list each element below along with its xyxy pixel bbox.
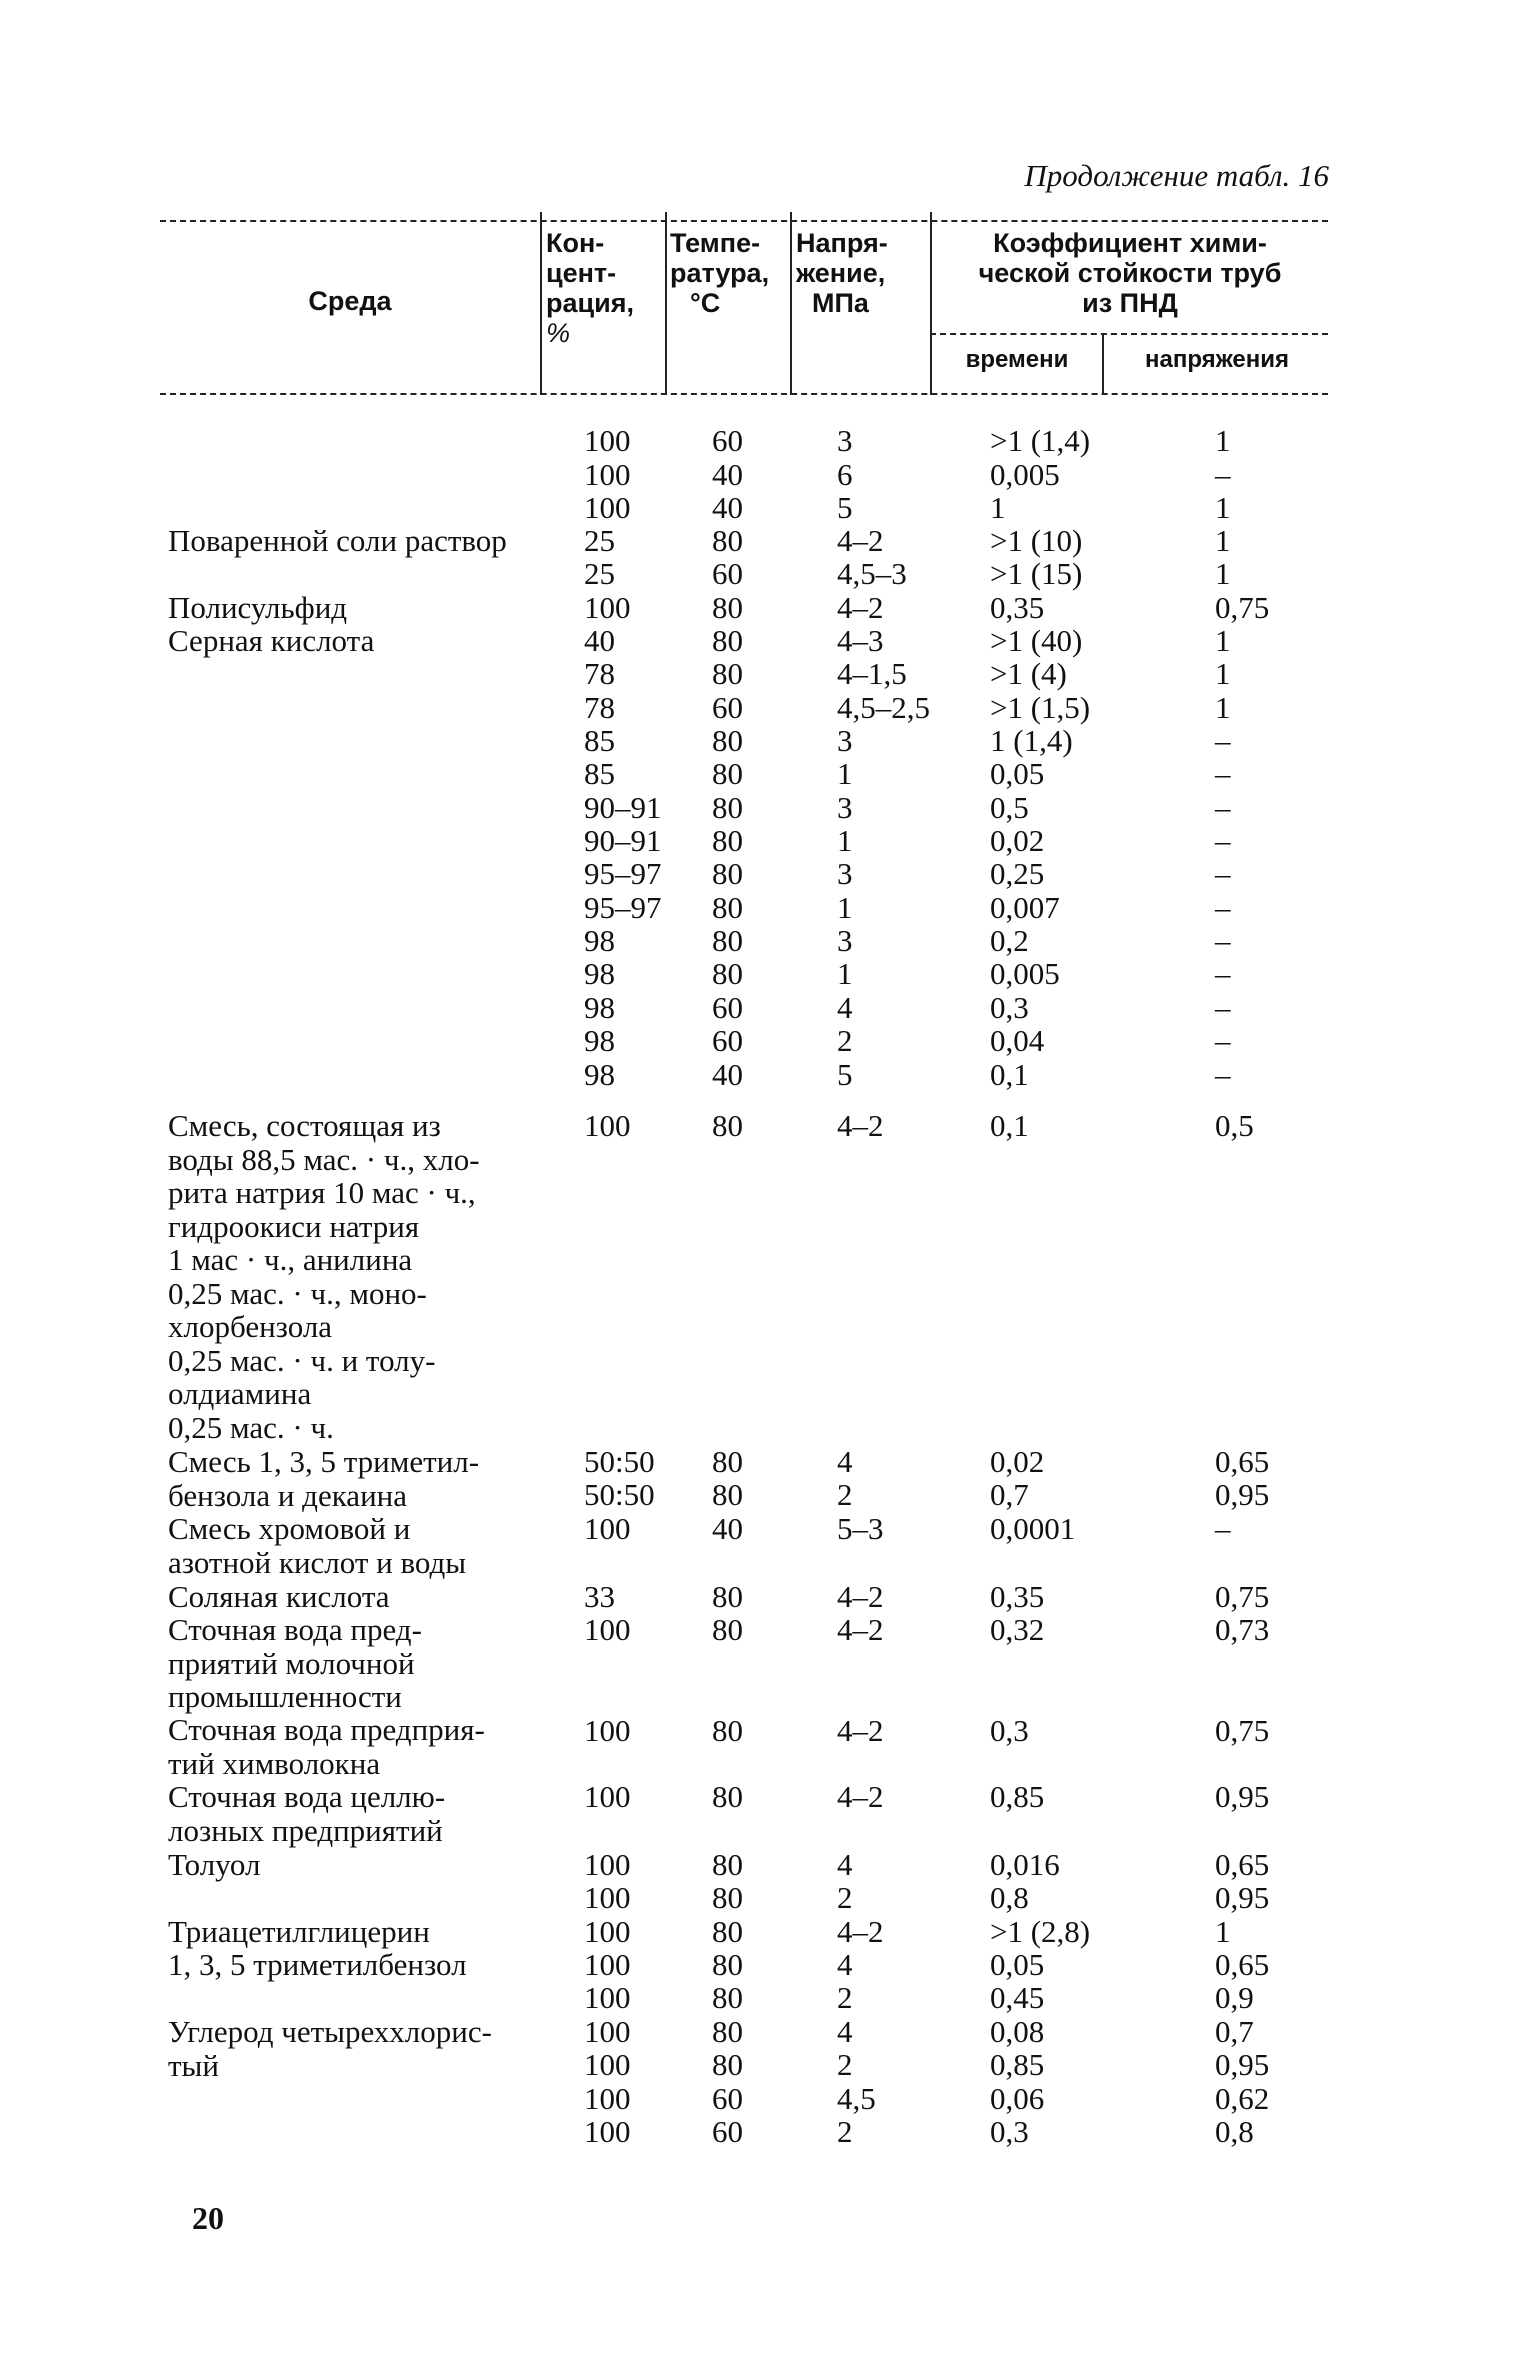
cell-coef-strength: – — [1215, 1023, 1231, 1058]
cell-coef-time: >1 (2,8) — [990, 1914, 1091, 1949]
cell-coef-strength: 1 — [1215, 523, 1231, 558]
env-label: Смесь хромовой и азотной кислот и воды — [168, 1511, 467, 1580]
cell-stress: 4,5–2,5 — [837, 690, 930, 725]
cell-coef-strength: 1 — [1215, 490, 1231, 525]
table-row — [0, 1512, 1534, 1545]
cell-coef-strength: 0,62 — [1215, 2081, 1270, 2116]
cell-stress: 5–3 — [837, 1511, 884, 1546]
cell-temperature: 80 — [712, 723, 743, 758]
cell-coef-strength: 1 — [1215, 1914, 1231, 1949]
cell-coef-strength: – — [1215, 457, 1231, 492]
cell-concentration: 40 — [584, 623, 615, 658]
cell-temperature: 60 — [712, 1023, 743, 1058]
cell-temperature: 60 — [712, 2114, 743, 2149]
table-row — [0, 1580, 1534, 1613]
cell-temperature: 40 — [712, 457, 743, 492]
cell-coef-time: 0,05 — [990, 1947, 1045, 1982]
cell-coef-time: 0,3 — [990, 2114, 1029, 2149]
cell-concentration: 100 — [584, 1947, 631, 1982]
table-row — [0, 2115, 1534, 2148]
table-row — [0, 957, 1534, 990]
cell-stress: 2 — [837, 1880, 853, 1915]
cell-concentration: 90–91 — [584, 823, 662, 858]
table-row — [0, 1915, 1534, 1948]
cell-temperature: 80 — [712, 956, 743, 991]
cell-coef-strength: – — [1215, 823, 1231, 858]
table-row — [0, 2015, 1534, 2048]
cell-temperature: 80 — [712, 1477, 743, 1512]
table-row — [0, 1881, 1534, 1914]
cell-stress: 2 — [837, 2114, 853, 2149]
cell-coef-time: 0,1 — [990, 1057, 1029, 1092]
cell-concentration: 100 — [584, 1511, 631, 1546]
cell-coef-time: 0,32 — [990, 1612, 1045, 1647]
table-caption: Продолжение табл. 16 — [1024, 158, 1329, 193]
cell-concentration: 100 — [584, 1847, 631, 1882]
cell-coef-strength: 1 — [1215, 623, 1231, 658]
cell-concentration: 100 — [584, 423, 631, 458]
header-concentration: Кон- цент- рация, % — [546, 228, 634, 348]
cell-coef-time: 0,7 — [990, 1477, 1029, 1512]
table-row — [0, 891, 1534, 924]
cell-temperature: 60 — [712, 690, 743, 725]
cell-coef-strength: – — [1215, 790, 1231, 825]
cell-coef-time: 0,8 — [990, 1880, 1029, 1915]
cell-coef-strength: – — [1215, 890, 1231, 925]
cell-coef-strength: – — [1215, 923, 1231, 958]
cell-concentration: 100 — [584, 2114, 631, 2149]
env-label: Соляная кислота — [168, 1579, 390, 1614]
cell-coef-time: 0,02 — [990, 1444, 1045, 1479]
cell-coef-strength: 0,73 — [1215, 1612, 1270, 1647]
cell-temperature: 80 — [712, 890, 743, 925]
cell-coef-strength: – — [1215, 1057, 1231, 1092]
cell-temperature: 80 — [712, 590, 743, 625]
cell-stress: 4 — [837, 990, 853, 1025]
cell-coef-time: 0,25 — [990, 856, 1045, 891]
cell-stress: 5 — [837, 490, 853, 525]
cell-concentration: 100 — [584, 1612, 631, 1647]
cell-stress: 1 — [837, 890, 853, 925]
header-temperature: Темпе- ратура, °C — [670, 228, 770, 318]
header-medium: Среда — [308, 286, 392, 316]
cell-stress: 2 — [837, 1980, 853, 2015]
cell-coef-strength: 0,8 — [1215, 2114, 1254, 2149]
cell-concentration: 98 — [584, 923, 615, 958]
table-row — [0, 491, 1534, 524]
table-row — [0, 458, 1534, 491]
cell-temperature: 40 — [712, 1057, 743, 1092]
cell-stress: 4–2 — [837, 1108, 884, 1143]
cell-stress: 4–2 — [837, 590, 884, 625]
table-row — [0, 1848, 1534, 1881]
table-row — [0, 657, 1534, 690]
cell-coef-strength: 0,65 — [1215, 1847, 1270, 1882]
env-label: Полисульфид — [168, 590, 348, 625]
cell-coef-strength: – — [1215, 1511, 1231, 1546]
table-row — [0, 1445, 1534, 1478]
cell-stress: 5 — [837, 1057, 853, 1092]
cell-stress: 4–2 — [837, 1779, 884, 1814]
cell-coef-time: >1 (1,5) — [990, 690, 1091, 725]
cell-concentration: 98 — [584, 1023, 615, 1058]
cell-coef-time: 0,85 — [990, 2047, 1045, 2082]
table-row — [0, 1948, 1534, 1981]
table-row — [0, 991, 1534, 1024]
cell-stress: 4–1,5 — [837, 656, 907, 691]
cell-temperature: 80 — [712, 1713, 743, 1748]
cell-coef-time: >1 (10) — [990, 523, 1083, 558]
cell-temperature: 80 — [712, 1612, 743, 1647]
table-row — [0, 1109, 1534, 1142]
cell-coef-time: 0,85 — [990, 1779, 1045, 1814]
cell-concentration: 100 — [584, 2014, 631, 2049]
cell-stress: 2 — [837, 1023, 853, 1058]
cell-coef-time: 0,005 — [990, 457, 1060, 492]
cell-concentration: 78 — [584, 690, 615, 725]
cell-concentration: 90–91 — [584, 790, 662, 825]
cell-temperature: 80 — [712, 856, 743, 891]
cell-temperature: 80 — [712, 523, 743, 558]
cell-coef-strength: 1 — [1215, 423, 1231, 458]
cell-stress: 4–2 — [837, 1914, 884, 1949]
cell-stress: 4,5 — [837, 2081, 876, 2116]
table-row — [0, 591, 1534, 624]
table-row — [0, 2082, 1534, 2115]
cell-stress: 4–3 — [837, 623, 884, 658]
cell-concentration: 78 — [584, 656, 615, 691]
env-label: Смесь 1, 3, 5 триметил- бензола и декаина — [168, 1444, 480, 1513]
cell-temperature: 80 — [712, 790, 743, 825]
cell-coef-time: 0,08 — [990, 2014, 1045, 2049]
table-row — [0, 1981, 1534, 2014]
cell-stress: 3 — [837, 923, 853, 958]
table-row — [0, 424, 1534, 457]
cell-coef-time: 0,016 — [990, 1847, 1060, 1882]
cell-temperature: 60 — [712, 2081, 743, 2116]
table-row — [0, 724, 1534, 757]
cell-coef-time: 0,02 — [990, 823, 1045, 858]
cell-stress: 3 — [837, 423, 853, 458]
header-time: времени — [965, 346, 1069, 373]
cell-coef-strength: 0,95 — [1215, 1477, 1270, 1512]
cell-coef-time: 0,45 — [990, 1980, 1045, 2015]
cell-coef-strength: 1 — [1215, 556, 1231, 591]
cell-stress: 4–2 — [837, 1612, 884, 1647]
cell-coef-time: 0,2 — [990, 923, 1029, 958]
cell-concentration: 50:50 — [584, 1477, 655, 1512]
cell-concentration: 50:50 — [584, 1444, 655, 1479]
cell-stress: 4–2 — [837, 523, 884, 558]
table-row — [0, 691, 1534, 724]
cell-stress: 3 — [837, 856, 853, 891]
cell-coef-time: 0,04 — [990, 1023, 1045, 1058]
table-row — [0, 791, 1534, 824]
cell-concentration: 95–97 — [584, 890, 662, 925]
cell-coef-time: 0,05 — [990, 756, 1045, 791]
cell-temperature: 80 — [712, 823, 743, 858]
cell-temperature: 80 — [712, 923, 743, 958]
table-row — [0, 757, 1534, 790]
cell-temperature: 80 — [712, 1779, 743, 1814]
header-divider — [930, 212, 932, 395]
cell-coef-time: 0,3 — [990, 990, 1029, 1025]
cell-temperature: 80 — [712, 1914, 743, 1949]
cell-concentration: 100 — [584, 2047, 631, 2082]
table-row — [0, 1024, 1534, 1057]
cell-concentration: 100 — [584, 490, 631, 525]
header-divider — [790, 212, 792, 395]
cell-coef-time: 0,5 — [990, 790, 1029, 825]
cell-coef-strength: – — [1215, 990, 1231, 1025]
cell-temperature: 40 — [712, 1511, 743, 1546]
cell-coef-strength: 0,5 — [1215, 1108, 1254, 1143]
cell-concentration: 100 — [584, 1108, 631, 1143]
cell-temperature: 80 — [712, 1847, 743, 1882]
cell-stress: 1 — [837, 956, 853, 991]
cell-temperature: 60 — [712, 990, 743, 1025]
cell-concentration: 85 — [584, 723, 615, 758]
cell-coef-strength: – — [1215, 756, 1231, 791]
cell-concentration: 33 — [584, 1579, 615, 1614]
cell-coef-time: >1 (40) — [990, 623, 1083, 658]
cell-stress: 2 — [837, 1477, 853, 1512]
env-label: Углерод четыреххлорис- тый — [168, 2014, 492, 2083]
cell-concentration: 98 — [584, 1057, 615, 1092]
cell-stress: 6 — [837, 457, 853, 492]
cell-stress: 4 — [837, 1947, 853, 1982]
header-divider — [540, 212, 542, 395]
header-divider — [1102, 335, 1104, 395]
cell-coef-strength: 1 — [1215, 656, 1231, 691]
cell-coef-time: >1 (15) — [990, 556, 1083, 591]
cell-coef-strength: 0,75 — [1215, 1713, 1270, 1748]
cell-coef-time: >1 (1,4) — [990, 423, 1091, 458]
cell-coef-strength: 0,95 — [1215, 2047, 1270, 2082]
cell-concentration: 25 — [584, 523, 615, 558]
cell-concentration: 98 — [584, 956, 615, 991]
table-row — [0, 1613, 1534, 1646]
coefficient-sub-rule — [930, 333, 1328, 335]
env-label: Сточная вода предприя- тий химволокна — [168, 1712, 485, 1781]
env-label: 1, 3, 5 триметилбензол — [168, 1947, 467, 1982]
cell-coef-time: 0,005 — [990, 956, 1060, 991]
cell-stress: 4,5–3 — [837, 556, 907, 591]
cell-concentration: 95–97 — [584, 856, 662, 891]
cell-coef-strength: – — [1215, 956, 1231, 991]
cell-temperature: 80 — [712, 1579, 743, 1614]
cell-stress: 4–2 — [837, 1713, 884, 1748]
cell-temperature: 60 — [712, 423, 743, 458]
table-row — [0, 924, 1534, 957]
cell-concentration: 100 — [584, 2081, 631, 2116]
table-row — [0, 1058, 1534, 1091]
cell-concentration: 25 — [584, 556, 615, 591]
header-top-rule — [160, 220, 1328, 222]
env-label: Смесь, состоящая из воды 88,5 мас. · ч., хло- рита натрия 10 мас · ч., гидроокиси натрия 1 мас · ч., анилина 0,25 мас. · ч., моно- хлорбензола 0,25 мас. · ч. и толу- олдиамина 0,25 мас. · ч. — [168, 1108, 480, 1445]
env-label: Толуол — [168, 1847, 261, 1882]
cell-temperature: 60 — [712, 556, 743, 591]
cell-coef-strength: 0,9 — [1215, 1980, 1254, 2015]
cell-coef-strength: 0,75 — [1215, 590, 1270, 625]
table-row — [0, 524, 1534, 557]
cell-temperature: 80 — [712, 656, 743, 691]
table-row — [0, 2048, 1534, 2081]
cell-stress: 4 — [837, 1444, 853, 1479]
cell-coef-time: >1 (4) — [990, 656, 1067, 691]
cell-coef-strength: 0,95 — [1215, 1880, 1270, 1915]
page-number: 20 — [192, 2200, 224, 2236]
cell-temperature: 80 — [712, 623, 743, 658]
table-row — [0, 857, 1534, 890]
cell-coef-time: 1 (1,4) — [990, 723, 1073, 758]
cell-coef-time: 0,3 — [990, 1713, 1029, 1748]
cell-coef-strength: 1 — [1215, 690, 1231, 725]
header-coefficient: Коэффициент хими- ческой стойкости труб из ПНД — [978, 228, 1282, 318]
env-label: Серная кислота — [168, 623, 375, 658]
cell-concentration: 100 — [584, 457, 631, 492]
cell-concentration: 100 — [584, 590, 631, 625]
cell-concentration: 100 — [584, 1914, 631, 1949]
table-row — [0, 824, 1534, 857]
cell-coef-strength: 0,7 — [1215, 2014, 1254, 2049]
cell-temperature: 80 — [712, 2014, 743, 2049]
cell-concentration: 85 — [584, 756, 615, 791]
cell-coef-time: 1 — [990, 490, 1006, 525]
cell-coef-time: 0,007 — [990, 890, 1060, 925]
cell-coef-time: 0,35 — [990, 590, 1045, 625]
cell-coef-time: 0,35 — [990, 1579, 1045, 1614]
cell-stress: 4 — [837, 1847, 853, 1882]
cell-stress: 1 — [837, 823, 853, 858]
header-bottom-rule — [160, 393, 1328, 395]
cell-stress: 1 — [837, 756, 853, 791]
cell-temperature: 80 — [712, 756, 743, 791]
cell-temperature: 80 — [712, 1880, 743, 1915]
cell-concentration: 100 — [584, 1980, 631, 2015]
header-divider — [665, 212, 667, 395]
cell-coef-strength: 0,95 — [1215, 1779, 1270, 1814]
cell-temperature: 80 — [712, 1947, 743, 1982]
cell-temperature: 80 — [712, 1108, 743, 1143]
cell-temperature: 80 — [712, 1980, 743, 2015]
cell-coef-time: 0,1 — [990, 1108, 1029, 1143]
cell-concentration: 100 — [584, 1880, 631, 1915]
cell-coef-strength: – — [1215, 856, 1231, 891]
cell-stress: 3 — [837, 790, 853, 825]
cell-temperature: 80 — [712, 2047, 743, 2082]
cell-coef-time: 0,0001 — [990, 1511, 1076, 1546]
table-row — [0, 1780, 1534, 1813]
cell-stress: 4–2 — [837, 1579, 884, 1614]
header-strength: напряжения — [1145, 346, 1289, 373]
env-label: Сточная вода пред- приятий молочной промышленности — [168, 1612, 422, 1714]
cell-stress: 3 — [837, 723, 853, 758]
table-row — [0, 1714, 1534, 1747]
cell-coef-strength: 0,65 — [1215, 1444, 1270, 1479]
env-label: Триацетилглицерин — [168, 1914, 430, 1949]
cell-concentration: 98 — [584, 990, 615, 1025]
table-row — [0, 624, 1534, 657]
cell-coef-strength: – — [1215, 723, 1231, 758]
header-stress: Напря- жение, МПа — [796, 228, 888, 318]
cell-coef-time: 0,06 — [990, 2081, 1045, 2116]
cell-stress: 2 — [837, 2047, 853, 2082]
env-label: Поваренной соли раствор — [168, 523, 507, 558]
cell-temperature: 80 — [712, 1444, 743, 1479]
table-row — [0, 1478, 1534, 1511]
cell-stress: 4 — [837, 2014, 853, 2049]
cell-concentration: 100 — [584, 1779, 631, 1814]
table-row — [0, 557, 1534, 590]
cell-temperature: 40 — [712, 490, 743, 525]
cell-coef-strength: 0,65 — [1215, 1947, 1270, 1982]
env-label: Сточная вода целлю- лозных предприятий — [168, 1779, 446, 1848]
cell-coef-strength: 0,75 — [1215, 1579, 1270, 1614]
cell-concentration: 100 — [584, 1713, 631, 1748]
